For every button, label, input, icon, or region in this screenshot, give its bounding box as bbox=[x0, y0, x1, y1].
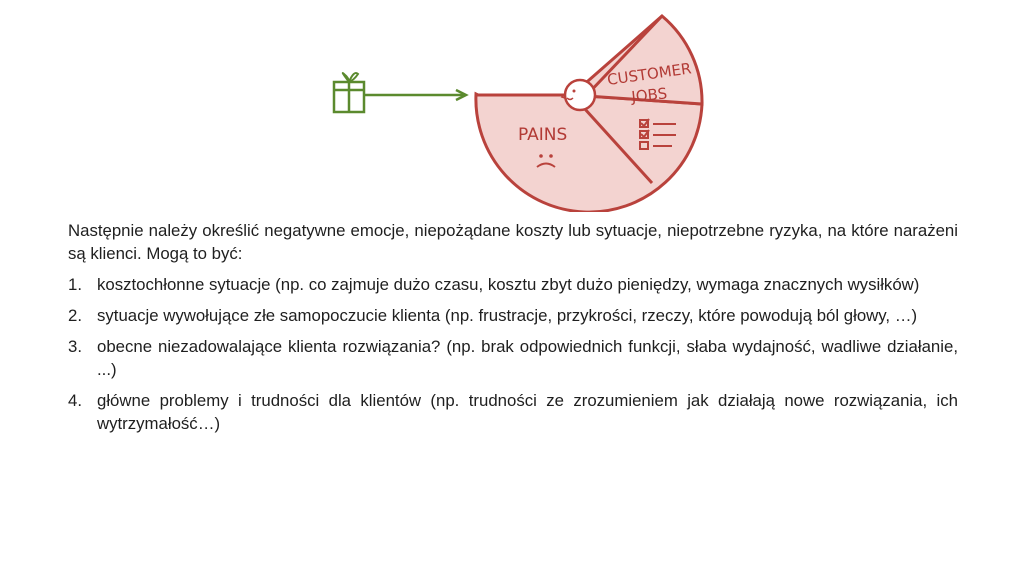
list-item-number: 2. bbox=[68, 306, 82, 325]
pains-label: PAINS bbox=[518, 125, 568, 145]
list-item-text: obecne niezadowalające klienta rozwiązania? (np. brak odpowiednich funkcji, słaba wydajność, wadliwe działanie, ...) bbox=[97, 337, 958, 379]
customer-jobs-label-line2: JOBS bbox=[630, 84, 669, 106]
list-item-number: 1. bbox=[68, 275, 82, 294]
list-item bbox=[68, 304, 958, 327]
intro-paragraph: Następnie należy określić negatywne emocje, niepożądane koszty lub sytuacje, niepotrzebne ryzyka, na które narażeni są klienci. Mogą to być: bbox=[68, 221, 958, 263]
list-item-text: główne problemy i trudności dla klientów (np. trudności ze zrozumieniem jak działają nowe rozwiązania, ich wytrzymałość…) bbox=[97, 391, 958, 433]
list-item-text: kosztochłonne sytuacje (np. co zajmuje dużo czasu, kosztu zbyt dużo pieniędzy, wymaga znacznych wysiłków) bbox=[97, 275, 920, 294]
gift-icon bbox=[334, 73, 364, 112]
arrow-icon bbox=[364, 90, 466, 100]
list-item bbox=[68, 335, 958, 381]
list-item bbox=[68, 273, 958, 296]
list-item-number: 3. bbox=[68, 337, 82, 356]
list-item bbox=[68, 389, 958, 435]
text-content bbox=[68, 219, 958, 443]
customer-jobs-label-line1: CUSTOMER bbox=[606, 59, 693, 89]
illustration-svg bbox=[322, 8, 706, 212]
pains-list bbox=[68, 273, 958, 435]
list-item-text: sytuacje wywołujące złe samopoczucie klienta (np. frustracje, przykrości, rzeczy, które powodują ból głowy, …) bbox=[97, 306, 918, 325]
list-item-number: 4. bbox=[68, 391, 82, 410]
customer-profile-illustration bbox=[322, 8, 706, 212]
